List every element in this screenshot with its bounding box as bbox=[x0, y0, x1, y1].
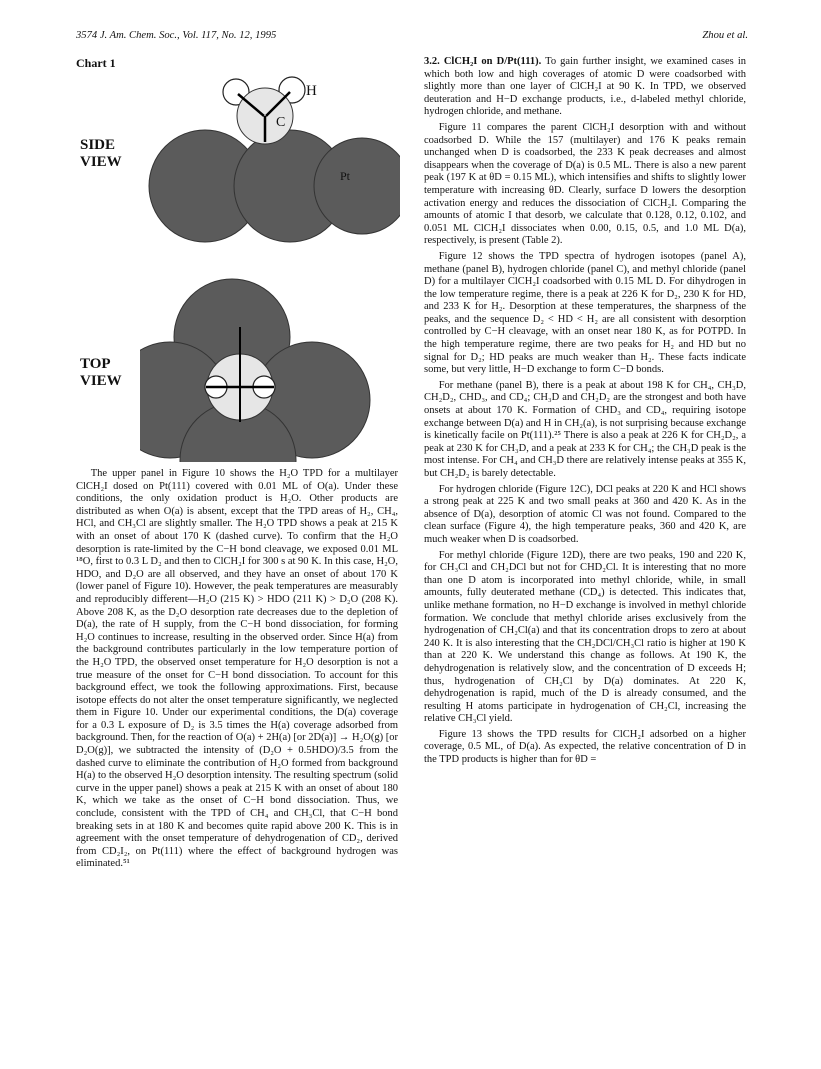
side-view-label-line2: VIEW bbox=[80, 154, 122, 170]
top-view-label-line2: VIEW bbox=[80, 373, 122, 389]
chart-title: Chart 1 bbox=[76, 56, 116, 70]
top-view-label-line1: TOP bbox=[80, 356, 111, 372]
side-view-label-line1: SIDE bbox=[80, 137, 116, 153]
top-view-diagram bbox=[140, 272, 400, 462]
paragraph-right-2: Figure 11 compares the parent ClCH₂I desorption with and without coadsorbed D. While the 157 (multilayer) and 176 K peaks remain unchanged when D is coadsorbed, the 233 K peak decreases and almost disappears when the coverage of D(a) is 0.5 ML. There is also a new parent peak (197 K at θD = 0.15 ML), which intensifies and shifts to slightly lower temperature with increasing θD. Clearly, surface D lowers the desorption activation energy and reduces the dissociation of ClCH₂I. Comparing the amounts of atomic I that desorb, we calculate that 0.128, 0.12, 0.102, and 0.051 ML ClCH₂I dissociates when 0.00, 0.15, 0.5, and 1.0 ML D(a), respectively, is present (Table 2). bbox=[424, 121, 746, 247]
running-header bbox=[76, 30, 748, 48]
section-intro-text: To gain further insight, we examined cases in which both low and high coverages of atomic D were coadsorbed with slightly more than one layer of ClCH₂I at 90 K. In TPD, we observed deuteration and H−D exchange products, i.e., d-labeled methyl chloride, hydrogen chloride, and methane. bbox=[424, 56, 746, 118]
paragraph-section-3-2 bbox=[424, 56, 746, 119]
paragraph-left-1: The upper panel in Figure 10 shows the H₂O TPD for a multilayer ClCH₂I dosed on Pt(111) covered with 0.01 ML of O(a). Under these conditions, the only oxidation product is H₂O. Other products are distributed as when O(a) is absent, except that the TPD areas of H₂, CH₄, HCl, and CH₃Cl are slightly smaller. The H₂O TPD shows a peak at 215 K with an onset of about 170 K (dashed curve). To confirm that the H₂O desorption is rate-limited by the C−H bond cleavage, we exposed 0.01 ML ¹⁸O, first to 0.3 L D₂ and then to ClCH₂I for 300 s at 90 K. In this case, H₂O, HDO, and D₂O are all observed, and they have an onset of about 170 K (lower panel of Figure 10). However, the peak temperatures are measurably and reproducibly different—H₂O (215 K) > HDO (211 K) > D₂O (208 K). Above 208 K, as the D₂O desorption rate decreases due to the depletion of D(a), the rate of H supply, from the C−H bond dissociation, for forming H₂O continues to increase, resulting in the observed order. Since H(a) from the background contributes particularly in the low temperature portion of the H₂O TPD, the observed onset temperature for H₂O desorption is not a true measure of the onset for C−H bond dissociation. To account for this background effect, we took the following approximations. First, because isotope effects do not alter the onset temperature significantly, we neglected them in Figure 10. Under our experimental conditions, the D(a) coverage for a 0.3 L exposure of D₂ is 3.5 times the H(a) coverage adsorbed from background. Then, for the reaction of O(a) + 2H(a) [or 2D(a)] → H₂O(g) [or D₂O(g)], we subtracted the intensity of (D₂O + 0.5HDO)/3.5 from the dashed curve to eliminate the contribution of H₂O formed from background H(a) to the observed H₂O desorption intensity. The resulting spectrum (solid curve in the upper panel) shows a peak at 215 K with an onset of about 180 K, which we take as the onset of C−H bond dissociation. Thus, we conclude, consistent with the TPD of CH₄ and CH₃Cl, that C−H bond breaking sets in at 180 K and becomes quite rapid above 200 K. This is in agreement with the onset temperature of dehydrogenation of CD₂, derived from CD₂I₂, on Pt(111) where the effect of background hydrogen was eliminated.⁵¹ bbox=[76, 468, 398, 870]
top-view-label bbox=[80, 356, 122, 390]
side-view-diagram bbox=[140, 66, 400, 256]
platinum-atoms-row bbox=[149, 130, 400, 242]
paragraph-right-3: Figure 12 shows the TPD spectra of hydrogen isotopes (panel A), methane (panel B), hydrogen chloride (panel C), and methyl chloride (panel D) for a multilayer ClCH₂I coadsorbed with 0.15 ML D. For dihydrogen in the low temperature regime, there is a peak at 226 K for D₂, 230 K for HD, and 233 K for H₂. Desorption at these temperatures, the sharpness of the peaks, and the sequence D₂ < HD < H₂ are all consistent with desorption controlled by C−H cleavage, with an onset near 180 K, as for POTPD. In the high temperature regime, there are two peaks for H₂ and HD but no signal for D₂; HD peaks are much weaker than H₂. These facts indicate some, but very little, H−D exchange to form C−D bonds. bbox=[424, 250, 746, 376]
paragraph-right-6: For methyl chloride (Figure 12D), there are two peaks, 190 and 220 K, for CH₃Cl and CH₂DCl but not for CHD₂Cl. It is interesting that no more than one D atom is incorporated into methyl chloride, while, in small amounts, fully deuterated methane (CD₄) is detected. This indicates that, unlike methane formation, no H−D exchange is involved in methyl chloride formation. We conclude that methyl chloride arises exclusively from the hydrogenation of CH₂Cl(a) and that its concentration drops to zero at about 240 K. It is also interesting that the CH₂DCl/CH₃Cl ratio is higher at 190 K than at 220 K. We understand this change as follows. At 190 K, the dehydrogenation is relatively slow, and the concentration of D exceeds H; thus, hydrogenation of CH₂Cl by D(a) dominates. At 220 K, dehydrogenation is rapid, much of the D is already consumed, and the resulting H atoms participate in hydrogenation of CH₂Cl, increasing the relative CH₃Cl yield. bbox=[424, 549, 746, 725]
journal-citation: 3574 J. Am. Chem. Soc., Vol. 117, No. 12, 1995 bbox=[76, 30, 277, 41]
paragraph-right-7: Figure 13 shows the TPD results for ClCH₂I adsorbed on a higher coverage, 0.5 ML, of D(a). As expected, the relative concentration of D in the TPD products is higher than for θD = bbox=[424, 728, 746, 766]
label-pt: Pt bbox=[340, 169, 351, 183]
paragraph-right-4: For methane (panel B), there is a peak at about 198 K for CH₄, CH₃D, CH₂D₂, CHD₃, and CD₄; CH₃D and CH₂D₂ are the strongest and both have onsets at about 170 K. Formation of CHD₃ and CD₄, requiring isotope exchange between D(a) and H in CH₂(a), is not surprising because exchange is kinetically facile on Pt(111).²⁵ There is also a peak at 226 K for CH₂D₂, a peak at 230 K for CH₃D, and a peak at 233 K for CH₄; the CH₃D peak is the most intense. For CH₄ and CH₃D there are relatively intense peaks at 355 K, but CH₂D₂ is barely detectable. bbox=[424, 379, 746, 479]
side-view-label bbox=[80, 137, 122, 171]
author-header: Zhou et al. bbox=[702, 30, 748, 41]
section-heading: 3.2. ClCH₂I on D/Pt(111). bbox=[424, 56, 542, 67]
label-c: C bbox=[276, 115, 286, 130]
paragraph-right-5: For hydrogen chloride (Figure 12C), DCl peaks at 220 K and HCl shows a strong peak at 225 K and two small peaks at 360 and 420 K. As in the absence of D(a), desorption of atomic Cl was not found. Compared to the clean surface (Figure 4), the high temperature peaks, 360 and 420 K, are much weaker when D is coadsorbed. bbox=[424, 483, 746, 545]
left-text-column bbox=[76, 468, 398, 871]
right-text-column bbox=[424, 56, 746, 767]
label-h: H bbox=[306, 83, 317, 99]
